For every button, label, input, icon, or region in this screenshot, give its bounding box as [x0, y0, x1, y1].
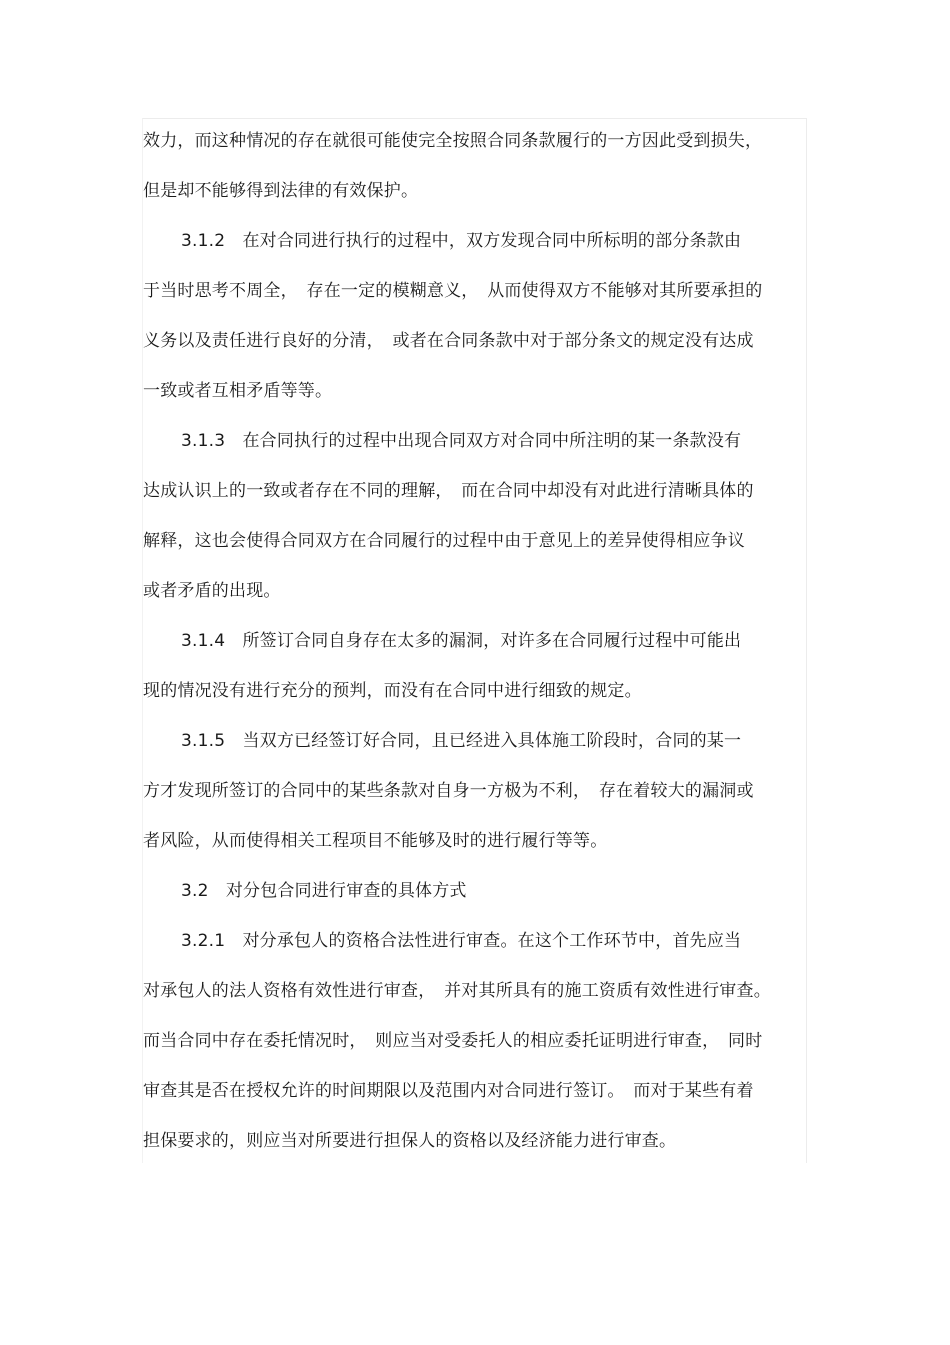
text-line: 或者矛盾的出现。 — [143, 581, 281, 601]
section-heading-3-1-3: 3.1.3 在合同执行的过程中出现合同双方对合同中所注明的某一条款没有 — [181, 431, 742, 451]
text-line: 一致或者互相矛盾等等。 — [143, 381, 333, 401]
text-line: 而当合同中存在委托情况时， 则应当对受委托人的相应委托证明进行审查， 同时 — [143, 1031, 763, 1051]
text-line: 对承包人的法人资格有效性进行审查， 并对其所具有的施工资质有效性进行审查。 — [143, 981, 771, 1001]
section-heading-3-1-5: 3.1.5 当双方已经签订好合同，且已经进入具体施工阶段时，合同的某一 — [181, 731, 742, 751]
text-line: 达成认识上的一致或者存在不同的理解， 而在合同中却没有对此进行清晰具体的 — [143, 481, 754, 501]
text-line: 担保要求的，则应当对所要进行担保人的资格以及经济能力进行审查。 — [143, 1131, 677, 1151]
text-line: 解释，这也会使得合同双方在合同履行的过程中由于意见上的差异使得相应争议 — [143, 531, 745, 551]
text-line: 审查其是否在授权允许的时间期限以及范围内对合同进行签订。 而对于某些有着 — [143, 1081, 754, 1101]
text-line: 者风险，从而使得相关工程项目不能够及时的进行履行等等。 — [143, 831, 608, 851]
section-heading-3-1-2: 3.1.2 在对合同进行执行的过程中，双方发现合同中所标明的部分条款由 — [181, 231, 742, 251]
text-line: 现的情况没有进行充分的预判，而没有在合同中进行细致的规定。 — [143, 681, 642, 701]
text-line: 方才发现所签订的合同中的某些条款对自身一方极为不利， 存在着较大的漏洞或 — [143, 781, 754, 801]
text-line: 效力，而这种情况的存在就很可能使完全按照合同条款履行的一方因此受到损失， — [143, 131, 763, 151]
text-line: 于当时思考不周全， 存在一定的模糊意义， 从而使得双方不能够对其所要承担的 — [143, 281, 763, 301]
text-line: 义务以及责任进行良好的分清， 或者在合同条款中对于部分条文的规定没有达成 — [143, 331, 754, 351]
section-heading-3-2-1: 3.2.1 对分承包人的资格合法性进行审查。在这个工作环节中，首先应当 — [181, 931, 742, 951]
section-heading-3-2: 3.2 对分包合同进行审查的具体方式 — [181, 881, 467, 901]
text-line: 但是却不能够得到法律的有效保护。 — [143, 181, 419, 201]
section-heading-3-1-4: 3.1.4 所签订合同自身存在太多的漏洞，对许多在合同履行过程中可能出 — [181, 631, 742, 651]
